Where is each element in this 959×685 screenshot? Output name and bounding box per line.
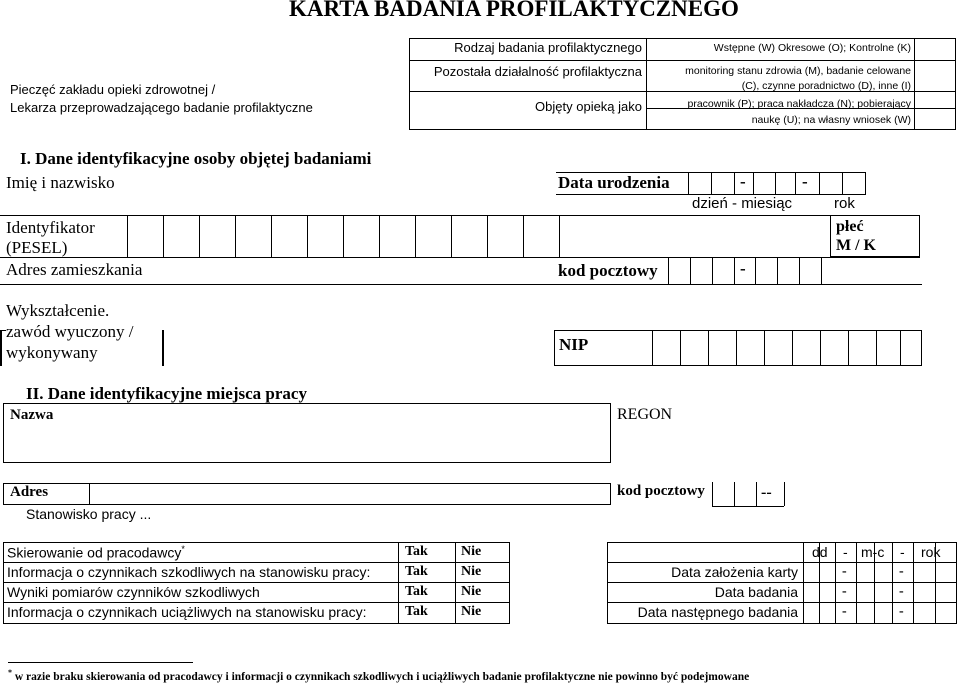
workplace-postal-label: kod pocztowy	[617, 483, 705, 499]
workplace-postal-dash: --	[761, 484, 772, 501]
exam-date-label: Data badania	[714, 584, 798, 600]
exam-type-options: Wstępne (W) Okresowe (O); Kontrolne (K)	[713, 42, 911, 54]
date-header-sep-2: -	[900, 544, 905, 560]
nip-label: NIP	[559, 335, 589, 354]
other-activity-options-2: (C), czynne poradnictwo (D), inne (I)	[741, 80, 911, 92]
date-header-sep-1: -	[843, 544, 848, 560]
address-label: Adres zamieszkania	[6, 260, 143, 279]
education-label-1: Wykształcenie.	[6, 301, 110, 320]
nip-input[interactable]	[653, 331, 920, 365]
footnote: * w razie braku skierowania od pracodawcy i informacji o czynnikach szkodliwych i uciążliwych badanie profilaktyczne nie powinno być podejmowane	[8, 668, 750, 683]
measurements-label: Wyniki pomiarów czynników szkodliwych	[7, 584, 260, 600]
covered-as-options-2: naukę (U); na własny wniosek (W)	[751, 114, 911, 126]
id-label-2: (PESEL)	[6, 238, 68, 257]
workplace-name-label: Nazwa	[10, 407, 54, 423]
section2-heading: II. Dane identyfikacyjne miejsca pracy	[26, 384, 307, 403]
referral-yes-option[interactable]: Tak	[405, 544, 428, 559]
next-exam-date-input[interactable]	[804, 603, 956, 623]
card-date-label: Data założenia karty	[671, 564, 798, 580]
dob-dash-2: -	[802, 172, 808, 191]
education-input[interactable]	[164, 286, 549, 366]
next-exam-date-label: Data następnego badania	[637, 604, 798, 620]
card-date-sep-1: -	[842, 564, 847, 579]
education-label-2: zawód wyuczony /	[6, 322, 134, 341]
education-label-3: wykonywany	[6, 343, 98, 362]
workplace-postal-input[interactable]	[713, 483, 784, 505]
pesel-input[interactable]	[128, 216, 559, 257]
covered-as-options-1: pracownik (P); praca nakładcza (N); pobierający	[687, 98, 911, 110]
exam-date-sep-2: -	[899, 584, 904, 599]
year-caption: rok	[834, 195, 855, 212]
other-activity-label: Pozostała działalność profilaktyczna	[433, 64, 642, 79]
postal-dash: -	[740, 259, 746, 278]
stamp-label-line1: Pieczęć zakładu opieki zdrowotnej /	[10, 82, 216, 97]
next-exam-date-sep-2: -	[899, 604, 904, 619]
address-input[interactable]	[160, 258, 550, 283]
id-label-1: Identyfikator	[6, 218, 95, 237]
name-input[interactable]	[130, 172, 550, 194]
name-label: Imię i nazwisko	[6, 173, 115, 192]
postal-code-input[interactable]	[669, 258, 821, 284]
dob-dash-1: -	[740, 172, 746, 191]
exam-type-code-input[interactable]	[915, 39, 955, 60]
harmful-info-label: Informacja o czynnikach szkodliwych na stanowisku pracy:	[7, 564, 371, 580]
exam-date-sep-1: -	[842, 584, 847, 599]
referral-row-label: Skierowanie od pracodawcy*	[7, 544, 185, 561]
regon-label: REGON	[617, 406, 673, 423]
position-label: Stanowisko pracy ...	[26, 506, 152, 522]
workplace-name-input[interactable]	[70, 405, 608, 461]
other-activity-code-input[interactable]	[915, 61, 955, 91]
harmful-info-no-option[interactable]: Nie	[461, 564, 482, 579]
workplace-address-label: Adres	[10, 484, 49, 500]
dob-caption: dzień - miesiąc	[692, 195, 793, 212]
nuisance-info-no-option[interactable]: Nie	[461, 604, 482, 619]
date-header-mc: m-c	[861, 544, 885, 560]
exam-date-input[interactable]	[804, 583, 956, 602]
dob-input[interactable]	[689, 173, 865, 194]
covered-as-label: Objęty opieką jako	[535, 99, 642, 114]
measurements-yes-option[interactable]: Tak	[405, 584, 428, 599]
workplace-address-input[interactable]	[91, 484, 609, 504]
nuisance-info-yes-option[interactable]: Tak	[405, 604, 428, 619]
nuisance-info-label: Informacja o czynnikach uciążliwych na stanowisku pracy:	[7, 604, 367, 620]
date-header-rok: rok	[921, 544, 941, 560]
section1-heading: I. Dane identyfikacyjne osoby objętej badaniami	[20, 149, 372, 168]
next-exam-date-sep-1: -	[842, 604, 847, 619]
stamp-label-line2: Lekarza przeprowadzającego badanie profilaktyczne	[10, 100, 313, 115]
postal-label: kod pocztowy	[558, 261, 658, 280]
referral-no-option[interactable]: Nie	[461, 544, 482, 559]
card-date-sep-2: -	[899, 564, 904, 579]
dob-label: Data urodzenia	[558, 173, 670, 192]
position-input[interactable]	[150, 506, 490, 524]
card-date-input[interactable]	[804, 563, 956, 582]
sex-label-2: M / K	[836, 237, 876, 254]
harmful-info-yes-option[interactable]: Tak	[405, 564, 428, 579]
measurements-no-option[interactable]: Nie	[461, 584, 482, 599]
covered-as-code-input[interactable]	[915, 92, 955, 129]
other-activity-options-1: monitoring stanu zdrowia (M), badanie celowane	[685, 65, 911, 77]
sex-label-1: płeć	[836, 218, 864, 235]
exam-type-label: Rodzaj badania profilaktycznego	[454, 40, 642, 55]
regon-input[interactable]	[690, 404, 950, 428]
page-title: KARTA BADANIA PROFILAKTYCZNEGO	[289, 0, 739, 21]
footnote-rule	[8, 662, 193, 663]
date-header-dd: dd	[812, 544, 828, 560]
